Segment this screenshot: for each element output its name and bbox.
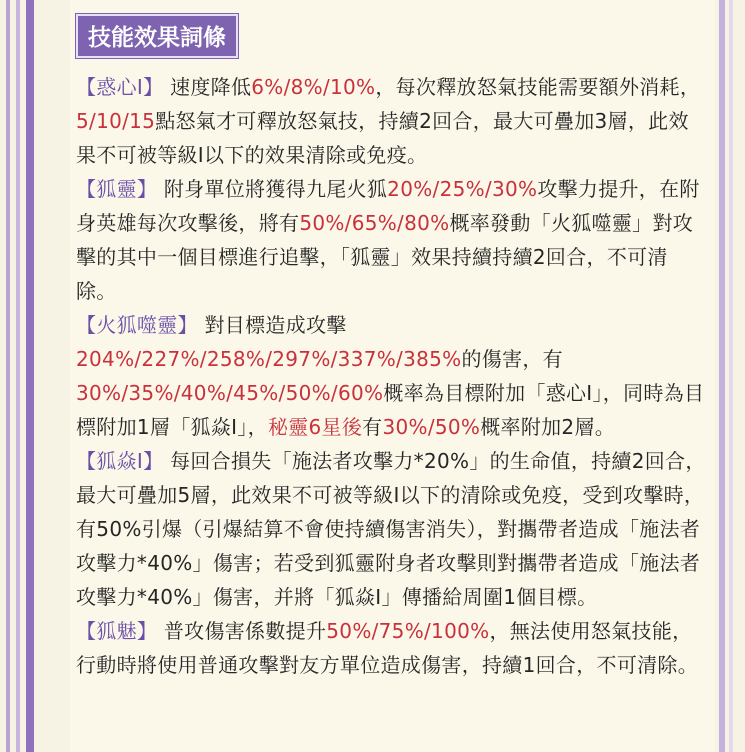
entry-huling <box>76 172 706 308</box>
entry-text: 每回合損失「施法者攻擊力*20%」的生命值，持續2回合，最大可疊加5層，此效果不可被等級Ⅰ以下的清除或免疫，受到攻擊時，有50%引爆（引爆結算不會使持續傷害消失），對攜帶者造成「施法者攻擊力*40%」傷害；若受到狐靈附身者攻擊則對攜帶者造成「施法者攻擊力*40%」傷害，并將「狐焱Ⅰ」傳播給周圍1個目標。 <box>76 449 706 609</box>
entry-value: 50%/65%/80% <box>299 211 450 235</box>
left-border-decoration <box>0 0 70 752</box>
entry-value: 204%/227%/258%/297%/337%/385% <box>76 347 462 371</box>
skill-effects-panel <box>76 14 706 682</box>
entry-text: ，每次釋放怒氣技能需要額外消耗， <box>375 75 701 99</box>
entry-name: 【狐焱Ⅰ】 <box>76 449 164 473</box>
entry-text: ，無法使用怒氣技能，行動時將使用普通攻擊對友方單位造成傷害，持續1回合，不可清除。 <box>76 619 699 677</box>
entry-name: 【惑心Ⅰ】 <box>76 75 164 99</box>
entry-value: 30%/50% <box>382 415 481 439</box>
entry-name: 【狐魅】 <box>76 619 158 643</box>
entry-text: 速度降低 <box>163 75 252 99</box>
entry-text: 的傷害，有 <box>461 347 563 371</box>
entry-value: 30%/35%/40%/45%/50%/60% <box>76 381 384 405</box>
entry-value: 50%/75%/100% <box>326 619 490 643</box>
entry-name: 【火狐噬靈】 <box>76 313 198 337</box>
entry-value: 6%/8%/10% <box>251 75 376 99</box>
entry-value: 20%/25%/30% <box>387 177 538 201</box>
entry-text: 概率附加2層。 <box>480 415 616 439</box>
entry-humei <box>76 614 706 682</box>
entry-value: 5/10/15 <box>76 109 156 133</box>
entry-text: 附身單位將獲得九尾火狐 <box>157 177 388 201</box>
entry-huohushiling <box>76 308 706 444</box>
entry-text: 對目標造成攻擊 <box>197 313 347 337</box>
entry-text: 攻擊力提升，在附身英雄每次攻擊後，將有 <box>76 177 700 235</box>
entry-name: 【狐靈】 <box>76 177 158 201</box>
entry-huyan <box>76 444 706 614</box>
entry-text: 普攻傷害係數提升 <box>157 619 327 643</box>
right-border-decoration <box>715 0 745 752</box>
entry-text: 有 <box>362 415 383 439</box>
entry-huoxin <box>76 70 706 172</box>
entry-value: 秘靈6星後 <box>267 415 363 439</box>
entry-text: 概率為目標附加「惑心Ⅰ」，同時為目標附加1層「狐焱Ⅰ」， <box>76 381 705 439</box>
entry-text: 概率發動「火狐噬靈」對攻擊的其中一個目標進行追擊，「狐靈」效果持續持續2回合，不可清除。 <box>76 211 694 303</box>
section-title: 技能效果詞條 <box>76 14 238 58</box>
entry-text: 點怒氣才可釋放怒氣技，持續2回合，最大可疊加3層，此效果不可被等級Ⅰ以下的效果清除或免疫。 <box>76 109 689 167</box>
